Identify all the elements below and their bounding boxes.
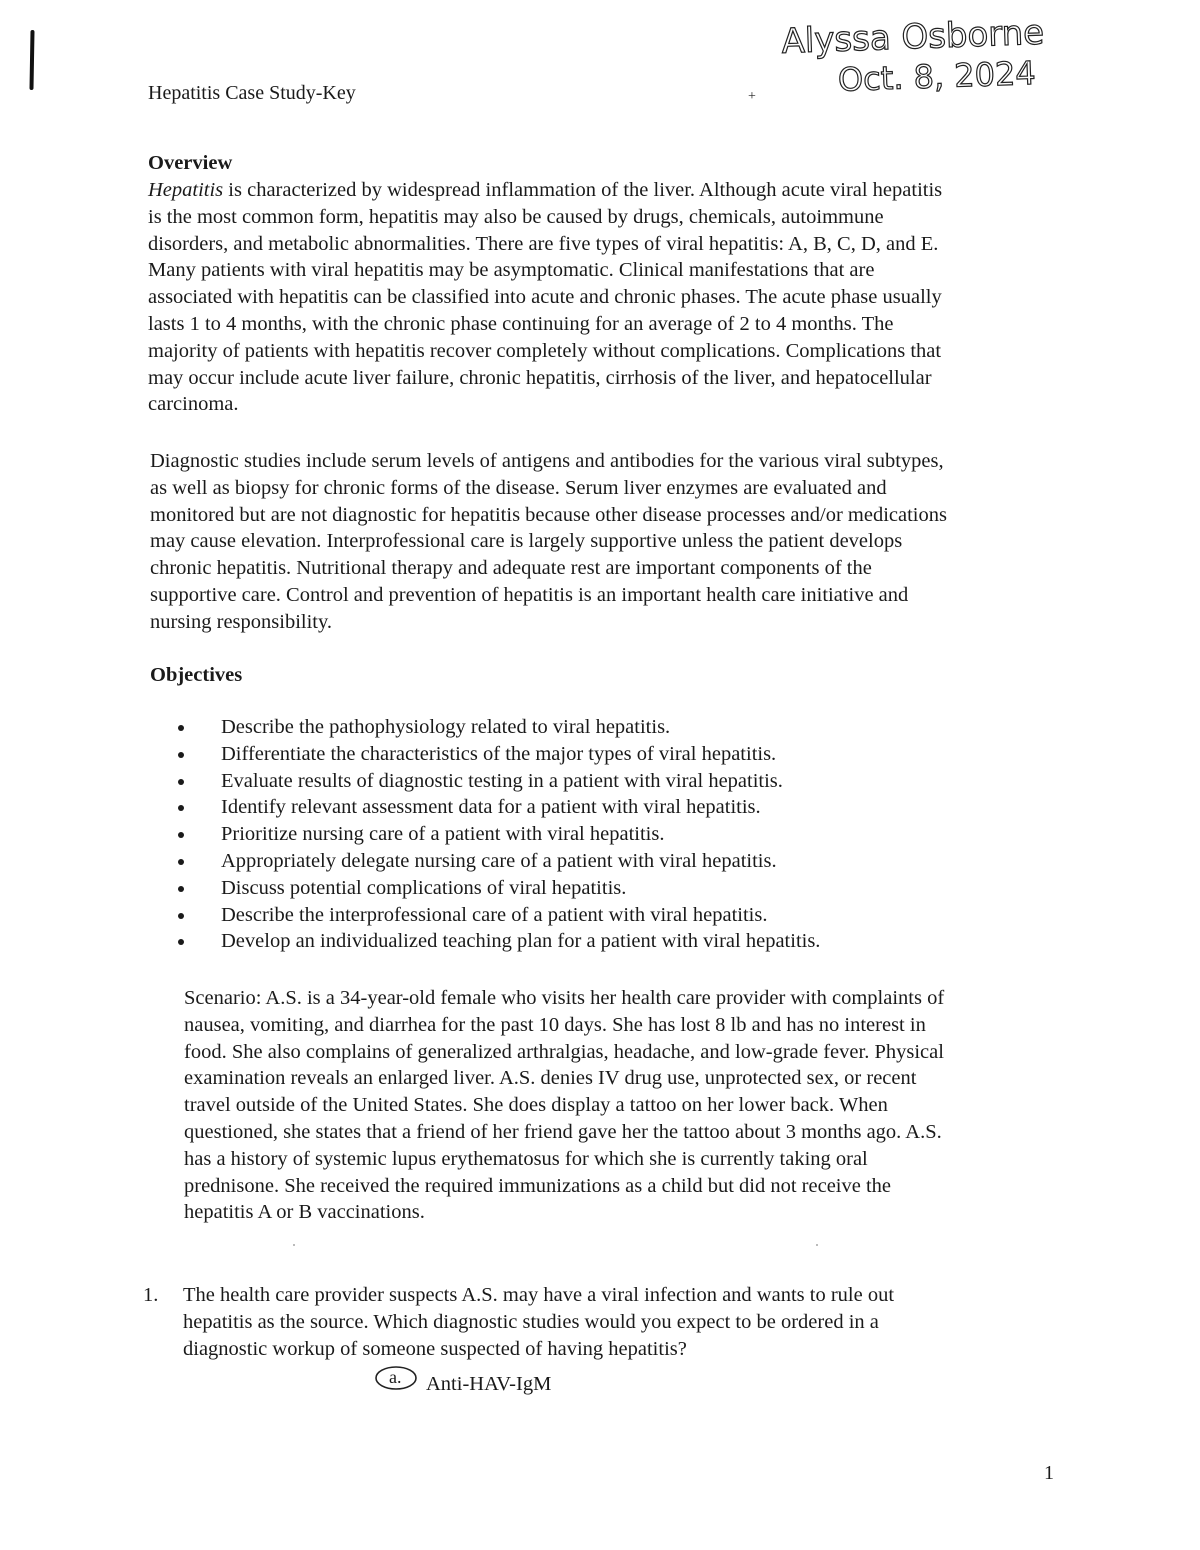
document-title: Hepatitis Case Study-Key bbox=[148, 82, 356, 104]
circled-answer-mark bbox=[374, 1364, 418, 1390]
bullet-icon bbox=[178, 859, 184, 865]
list-item: Prioritize nursing care of a patient with viral hepatitis. bbox=[178, 821, 820, 848]
bullet-icon bbox=[178, 913, 184, 919]
scenario-paragraph: Scenario: A.S. is a 34-year-old female who visits her health care provider with complaints of nausea, vomiting, and diarrhea for the past 10 days. She has lost 8 lb and has no interest in food. She also complains of generalized arthralgias, headache, and low-grade fever. Physical examination reveals an enlarged liver. A.S. denies IV drug use, unprotected sex, or recent travel outside of the United States. She does display a tattoo on her lower back. When questioned, she states that a friend of her friend gave her the tattoo about 3 months ago. A.S. has a history of systemic lupus erythematosus for which she is currently taking oral prednisone. She received the required immunizations as a child but did not receive the hepatitis A or B vaccinations. bbox=[184, 987, 945, 1224]
bullet-icon bbox=[178, 752, 184, 758]
answer-letter: a. bbox=[389, 1367, 402, 1387]
bullet-icon bbox=[178, 725, 184, 731]
bullet-icon bbox=[178, 779, 184, 785]
question-text: The health care provider suspects A.S. may have a viral infection and wants to rule out hepatitis as the source. Which diagnostic studies would you expect to be ordered in a diagnostic workup of someone suspected of having hepatitis? bbox=[183, 1284, 895, 1360]
answer-option-a bbox=[374, 1364, 551, 1398]
stray-mark: + bbox=[748, 89, 756, 104]
question-number: 1. bbox=[143, 1284, 159, 1306]
signature-date: Oct. 8, 2024 bbox=[837, 53, 1037, 99]
objectives-list bbox=[178, 714, 820, 955]
bullet-icon bbox=[178, 832, 184, 838]
scan-edge-mark bbox=[29, 30, 34, 90]
list-item: Describe the pathophysiology related to viral hepatitis. bbox=[178, 714, 820, 741]
list-item: Differentiate the characteristics of the major types of viral hepatitis. bbox=[178, 741, 820, 768]
overview-paragraph-2: Diagnostic studies include serum levels of antigens and antibodies for the various viral subtypes, as well as biopsy for chronic forms of the disease. Serum liver enzymes are evaluated and monitored but are not diagnostic for hepatitis because other disease processes and/or medications may cause elevation. Interprofessional care is largely supportive unless the patient develops chronic hepatitis. Nutritional therapy and adequate rest are important components of the supportive care. Control and prevention of hepatitis is an important health care initiative and nursing responsibility. bbox=[150, 450, 947, 633]
objectives-heading: Objectives bbox=[150, 664, 243, 686]
overview-paragraph-1: Hepatitis is characterized by widespread inflammation of the liver. Although acute viral hepatitis is the most common form, hepatitis may also be caused by drugs, chemicals, autoimmune disorders, and metabolic abnormalities. There are five types of viral hepatitis: A, B, C, D, and E. Many patients with viral hepatitis may be asymptomatic. Clinical manifestations that are associated with hepatitis can be classified into acute and chronic phases. The acute phase usually lasts 1 to 4 months, with the chronic phase continuing for an average of 2 to 4 months. The majority of patients with hepatitis recover completely without complications. Complications that may occur include acute liver failure, chronic hepatitis, cirrhosis of the liver, and hepatocellular carcinoma. bbox=[148, 179, 943, 416]
list-item: Appropriately delegate nursing care of a patient with viral hepatitis. bbox=[178, 848, 820, 875]
bullet-icon bbox=[178, 939, 184, 945]
list-item: Evaluate results of diagnostic testing in a patient with viral hepatitis. bbox=[178, 768, 820, 795]
hepatitis-term: Hepatitis bbox=[148, 179, 224, 201]
list-item: Describe the interprofessional care of a patient with viral hepatitis. bbox=[178, 902, 820, 929]
overview-heading: Overview bbox=[148, 152, 233, 174]
page-number: 1 bbox=[1044, 1462, 1054, 1484]
answer-text: Anti-HAV-IgM bbox=[426, 1373, 552, 1395]
list-item: Identify relevant assessment data for a patient with viral hepatitis. bbox=[178, 794, 820, 821]
bullet-icon bbox=[178, 886, 184, 892]
list-item: Discuss potential complications of viral hepatitis. bbox=[178, 875, 820, 902]
list-item: Develop an individualized teaching plan for a patient with viral hepatitis. bbox=[178, 928, 820, 955]
handwritten-signature bbox=[770, 10, 1070, 100]
bullet-icon bbox=[178, 805, 184, 811]
signature-name: Alyssa Osborne bbox=[780, 12, 1045, 62]
